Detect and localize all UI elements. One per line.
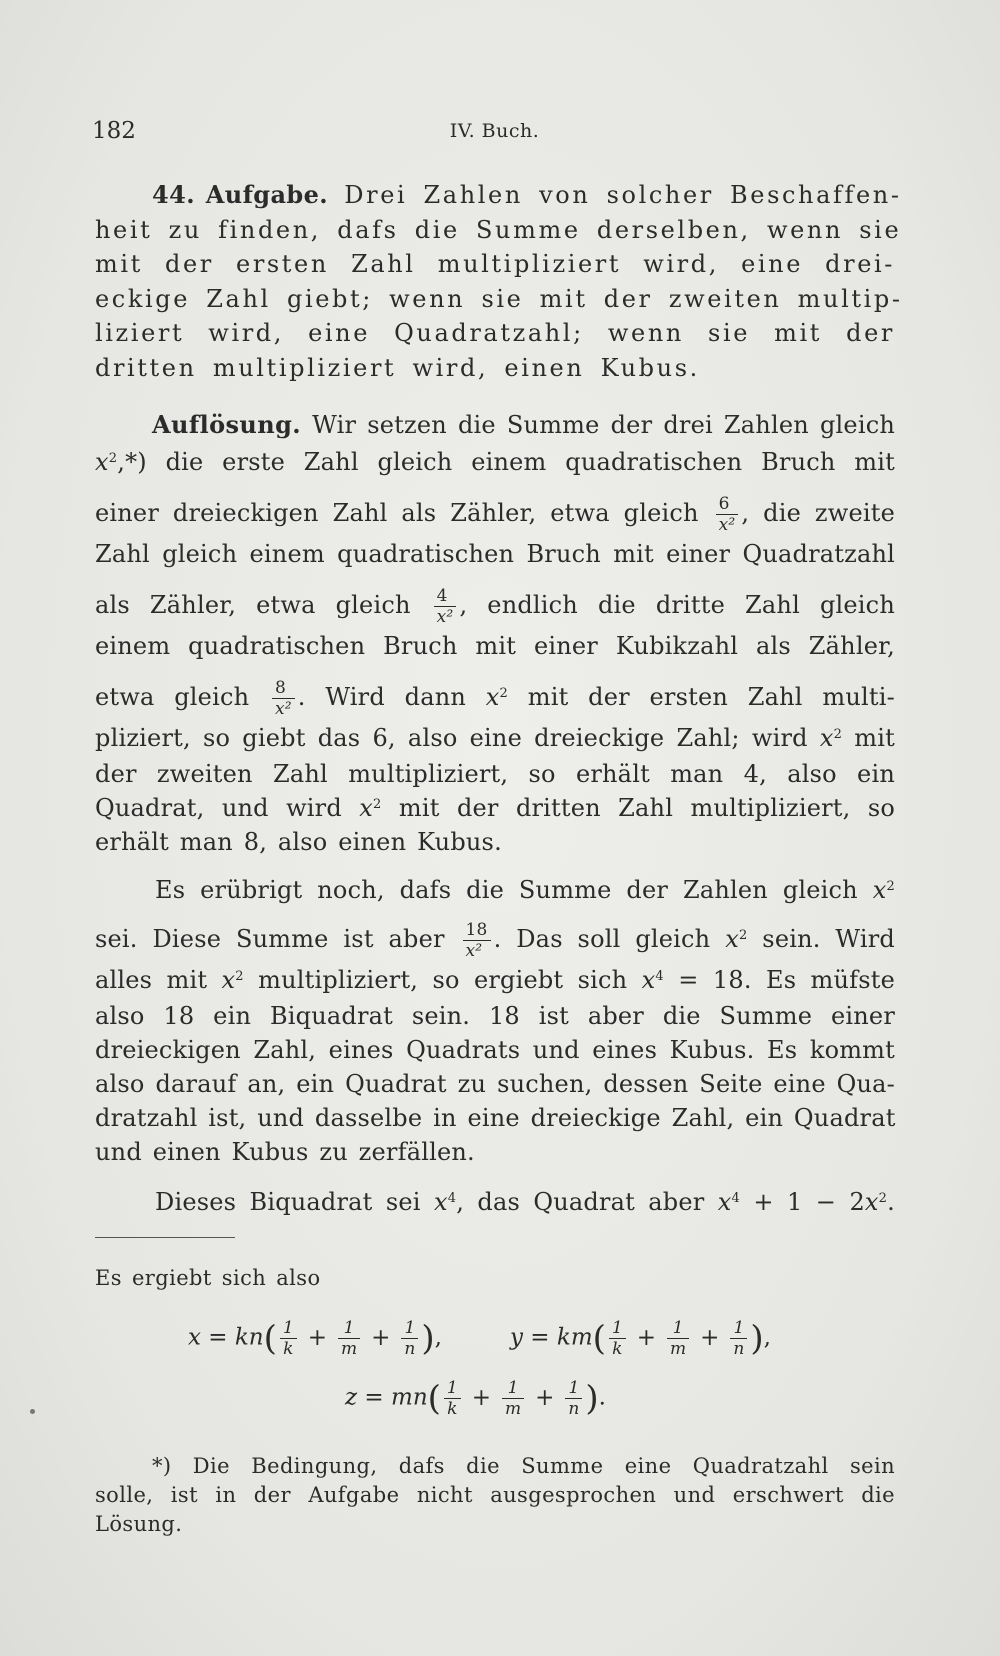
text-line: dritten multipliziert wird, einen Kubus. <box>95 353 700 382</box>
fraction: $\frac{18}{\text{x²}}$ <box>463 920 491 961</box>
footnote: *) Die Bedingung, dafs die Summe eine Quadratzahl sein solle, ist in der Aufgabe nicht ausgesprochen und erschwert die Lösung. <box>95 1454 895 1536</box>
equation-y: y = km( $\frac{1}{k}$ + $\frac{1}{m}$ + $\frac{1}{n}$ ), <box>510 1318 771 1359</box>
text-line: liziert wird, eine Quadratzahl; wenn sie mit der <box>95 319 895 347</box>
solution-paragraph: Auflösung. Wir setzen die Summe der drei Zahlen gleich $x^2,*$) die erste Zahl gleich einem quadratischen Bruch mit einer dreieckigen Zahl als Zähler, etwa gleich $\frac{6}{\text{x²}}$ , die zweite Zahl gleich einem quadratischen Bruch mit einer Quadratzahl als Zähler, etwa gleich $\frac{4}{\text{x²}}$ , endlich die dritte Zahl gleich einem quadratischen Bruch mit einer Kubikzahl als Zähler, etwa gleich $\frac{8}{\text{x²}}$ . Wird dann $x^2$ mit der ersten Zahl multi- pliziert, so giebt das 6, also eine dreieckige Zahl; wird $x^2$ mit der zweiten Zahl multipliziert, so erhält man 4, also ein Quadrat, und wird $x^2$ mit der dritten Zahl multipliziert, so erhält man 8, also einen Kubus. <box>95 410 895 856</box>
fraction: $\frac{4}{\text{x²}}$ <box>434 586 457 627</box>
solution-label: Auflösung. <box>152 410 302 439</box>
biquadrat-line: Dieses Biquadrat sei $x^4$, das Quadrat aber $x^4 + 1 - 2x^2$. <box>155 1188 895 1216</box>
speck-mark <box>30 1409 35 1414</box>
problem-paragraph: 44. Aufgabe. Drei Zahlen von solcher Beschaffen- heit zu finden, dafs die Summe derselben, wenn sie mit der ersten Zahl multipliziert wird, eine drei- eckige Zahl giebt; wenn sie mit der zweiten multip- liziert wird, eine Quadratzahl; wenn sie mit der dritten multipliziert wird, einen Kubus. <box>95 178 895 385</box>
note-intro: Es ergiebt sich also <box>95 1266 321 1290</box>
equation-z: z = mn( $\frac{1}{k}$ + $\frac{1}{m}$ + $\frac{1}{n}$ ). <box>345 1378 606 1419</box>
text-line: heit zu finden, dafs die Summe derselben, wenn sie <box>95 215 902 244</box>
fraction: $\frac{8}{\text{x²}}$ <box>272 678 295 719</box>
footnote-rule <box>95 1237 235 1238</box>
text-line: mit der ersten Zahl multipliziert wird, eine drei- <box>95 250 895 278</box>
equation-x: x = kn( $\frac{1}{k}$ + $\frac{1}{m}$ + $\frac{1}{n}$ ), <box>188 1318 442 1359</box>
text-line: eckige Zahl giebt; wenn sie mit der zweiten multip- <box>95 284 903 313</box>
page-number: 182 <box>92 118 136 144</box>
running-head: IV. Buch. <box>449 120 540 142</box>
page-header <box>92 118 897 152</box>
problem-label: 44. Aufgabe. <box>152 180 329 209</box>
remainder-paragraph: Es erübrigt noch, dafs die Summe der Zahlen gleich $x^2$ sei. Diese Summe ist aber $\frac{18}{\text{x²}}$ . Das soll gleich $x^2$ sein. Wird alles mit $x^2$ multipliziert, so ergiebt sich $x^4 = 18$. Es müfste also 18 ein Biquadrat sein. 18 ist aber die Summe einer dreieckigen Zahl, eines Quadrats und eines Kubus. Es kommt also darauf an, ein Quadrat zu suchen, dessen Seite eine Qua- dratzahl ist, und dasselbe in eine dreieckige Zahl, ein Quadrat und einen Kubus zu zerfällen. <box>95 876 896 1166</box>
fraction: $\frac{6}{\text{x²}}$ <box>716 494 739 535</box>
